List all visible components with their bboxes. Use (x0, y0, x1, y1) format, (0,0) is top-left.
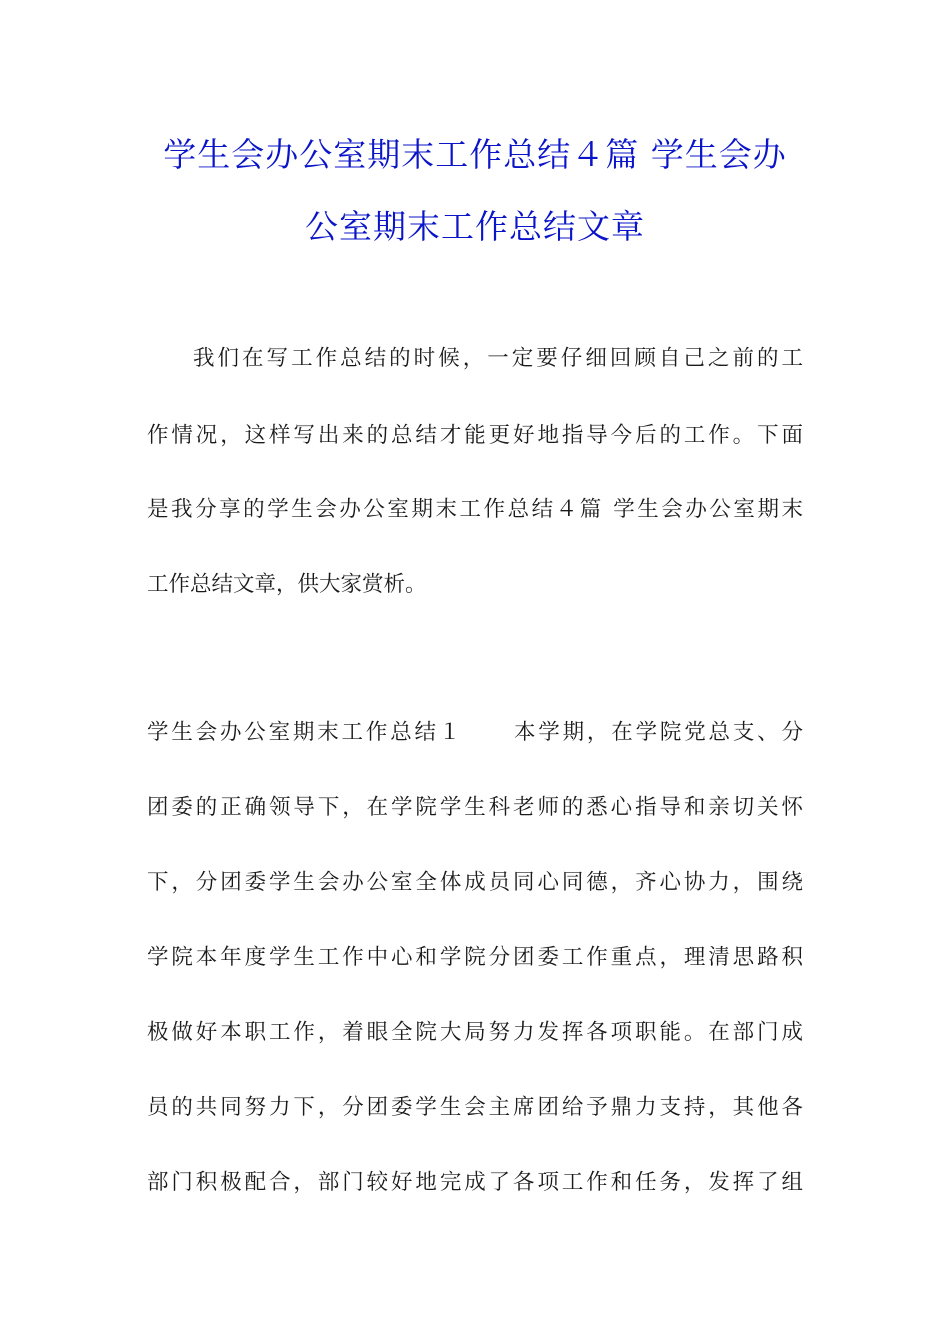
section-1-line: 下，分团委学生会办公室全体成员同心同德，齐心协力，围绕 (147, 870, 803, 895)
section-1-first-line (147, 718, 803, 748)
section-1-line: 团委的正确领导下，在学院学生科老师的悉心指导和亲切关怀 (147, 795, 803, 820)
intro-line: 作情况，这样写出来的总结才能更好地指导今后的工作。下面 (147, 423, 803, 448)
intro-line: 是我分享的学生会办公室期末工作总结４篇 学生会办公室期末 (147, 497, 803, 522)
section-1-line: 学院本年度学生工作中心和学院分团委工作重点，理清思路积 (147, 945, 803, 970)
section-1-heading: 学生会办公室期末工作总结１ (147, 720, 464, 745)
document-title-line-2: 公室期末工作总结文章 (305, 207, 645, 246)
document-title-line-1: 学生会办公室期末工作总结４篇 学生会办 (163, 135, 787, 174)
section-1-line: 员的共同努力下，分团委学生会主席团给予鼎力支持，其他各 (147, 1095, 803, 1120)
intro-line: 工作总结文章，供大家赏析。 (147, 572, 427, 597)
intro-line: 我们在写工作总结的时候，一定要仔细回顾自己之前的工 (193, 346, 803, 371)
section-1-line: 极做好本职工作，着眼全院大局努力发挥各项职能。在部门成 (147, 1020, 803, 1045)
section-1-line: 部门积极配合，部门较好地完成了各项工作和任务，发挥了组 (147, 1170, 803, 1195)
section-1-first-line-text: 本学期，在学院党总支、分 (511, 720, 803, 745)
